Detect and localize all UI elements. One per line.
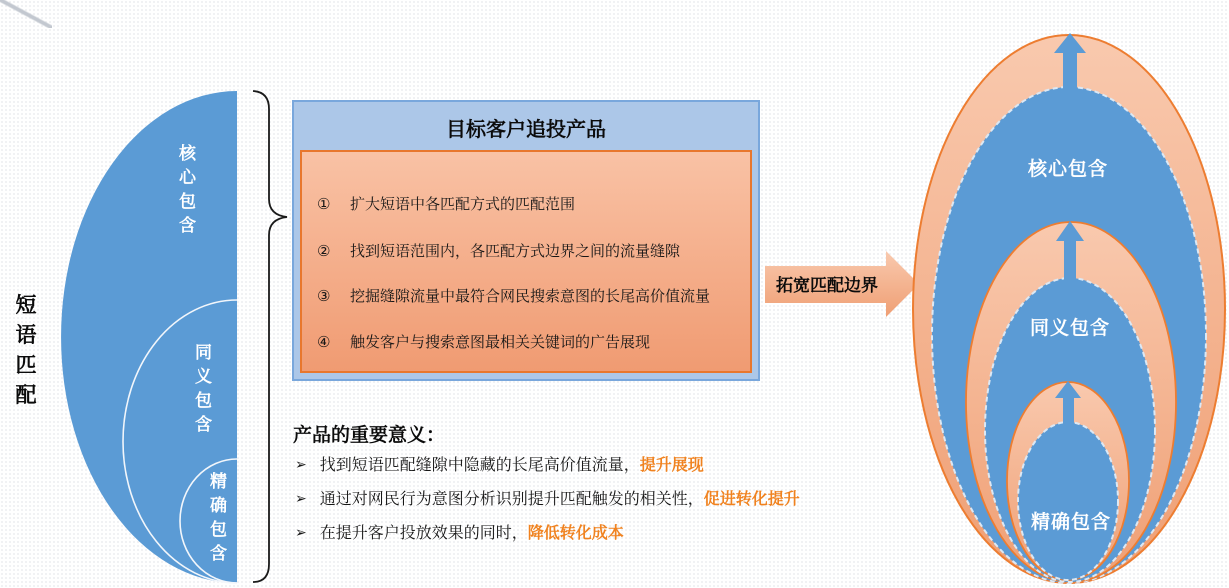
curly-brace — [253, 91, 287, 582]
bullet-text: 找到短语匹配缝隙中隐藏的长尾高价值流量， — [319, 457, 640, 474]
left-ring-label-core: 核心包含 — [179, 144, 196, 235]
bullet-text: 通过对网民行为意图分析识别提升匹配触发的相关性， — [319, 491, 704, 508]
product-item-4 — [317, 331, 742, 352]
exact-inclusion-ellipse — [1018, 422, 1118, 580]
significance-bullet-1 — [295, 452, 704, 475]
significance-bullet-3 — [295, 520, 624, 543]
phrase-match-side-title: 短语匹配 — [15, 294, 37, 407]
bullet-text: 在提升客户投放效果的同时， — [319, 525, 528, 542]
product-item-1 — [317, 193, 742, 214]
product-item-3 — [317, 285, 742, 306]
item-text: 找到短语范围内，各匹配方式边界之间的流量缝隙 — [350, 243, 681, 260]
bullet-highlight: 促进转化提升 — [703, 491, 800, 508]
right-ring-label-core: 核心包含 — [1027, 159, 1108, 180]
item-text: 触发客户与搜索意图最相关关键词的广告展现 — [350, 334, 651, 351]
significance-heading: 产品的重要意义： — [293, 425, 446, 446]
bullet-arrow-icon: ➢ — [295, 490, 307, 506]
right-ring-label-exact: 精确包含 — [1030, 512, 1111, 533]
significance-bullet-2 — [295, 486, 800, 509]
left-ring-label-exact: 精确包含 — [210, 472, 227, 563]
item-number: ④ — [317, 334, 331, 351]
product-box-title: 目标客户追投产品 — [446, 119, 606, 141]
transition-arrow-label: 拓宽匹配边界 — [776, 276, 878, 295]
bullet-arrow-icon: ➢ — [295, 524, 307, 540]
product-box-body — [300, 150, 752, 373]
bullet-highlight: 提升展现 — [639, 457, 704, 474]
item-number: ③ — [317, 288, 331, 305]
bullet-highlight: 降低转化成本 — [527, 525, 624, 542]
item-number: ② — [317, 243, 331, 260]
product-item-2 — [317, 240, 742, 261]
left-ring-label-synonym: 同义包含 — [195, 343, 212, 434]
right-ring-label-synonym: 同义包含 — [1029, 318, 1110, 339]
product-box — [292, 100, 760, 381]
bullet-arrow-icon: ➢ — [295, 456, 307, 472]
item-number: ① — [317, 196, 331, 213]
item-text: 扩大短语中各匹配方式的匹配范围 — [350, 196, 576, 213]
item-text: 挖掘缝隙流量中最符合网民搜索意图的长尾高价值流量 — [350, 288, 711, 305]
